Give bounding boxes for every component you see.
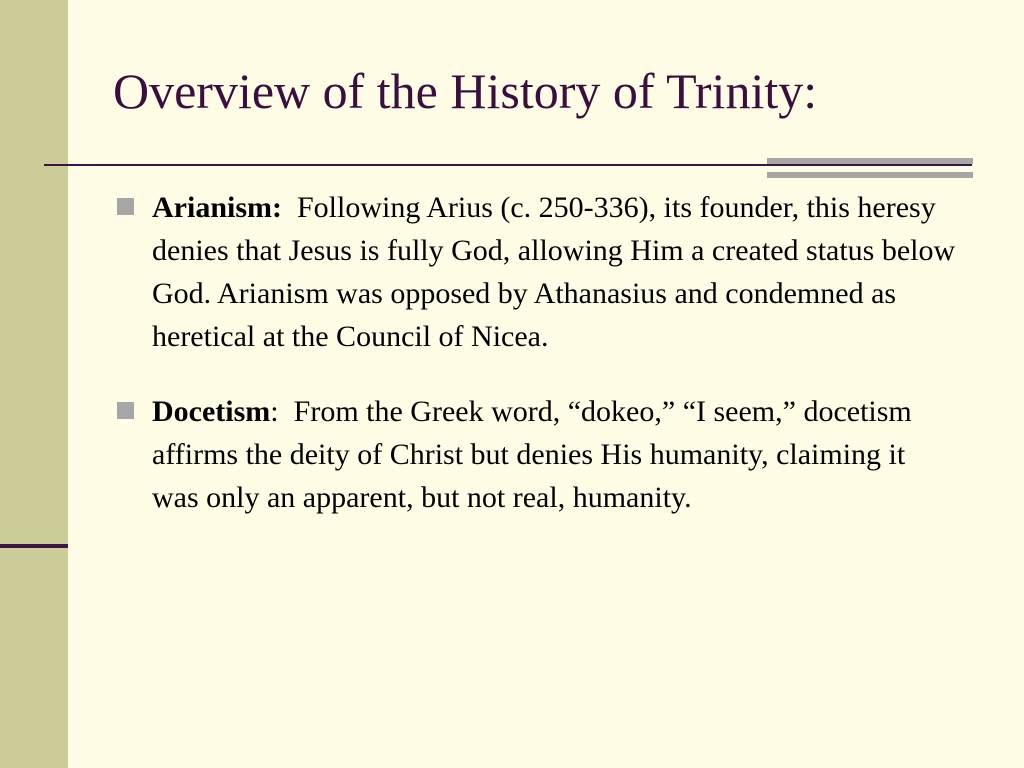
- bullet-term: Arianism:: [152, 191, 282, 224]
- title-divider: [44, 164, 972, 166]
- accent-bar-bottom: [767, 172, 973, 178]
- bullet-separator: :: [270, 395, 294, 428]
- square-bullet-icon: [117, 198, 134, 215]
- square-bullet-icon: [117, 402, 134, 419]
- accent-bar-top: [767, 158, 973, 164]
- side-band: [0, 0, 68, 768]
- bullet-term: Docetism: [152, 395, 271, 428]
- bullet-text: Following Arius (c. 250-336), its founder, this heresy denies that Jesus is fully God, allowing Him a created status below God. Arianism was opposed by Athanasius and condemned as heretical at the Council of Nicea.: [152, 191, 956, 353]
- bullet-item-docetism: [117, 390, 957, 519]
- bullet-list: [117, 186, 957, 519]
- bullet-text: From the Greek word, “dokeo,” “I seem,” docetism affirms the deity of Christ but denies His humanity, claiming it was only an apparent, but not real, humanity.: [152, 395, 912, 514]
- slide-title: Overview of the History of Trinity:: [113, 63, 818, 119]
- side-band-rule: [0, 544, 68, 548]
- bullet-separator: [282, 191, 297, 224]
- bullet-item-arianism: [117, 186, 957, 358]
